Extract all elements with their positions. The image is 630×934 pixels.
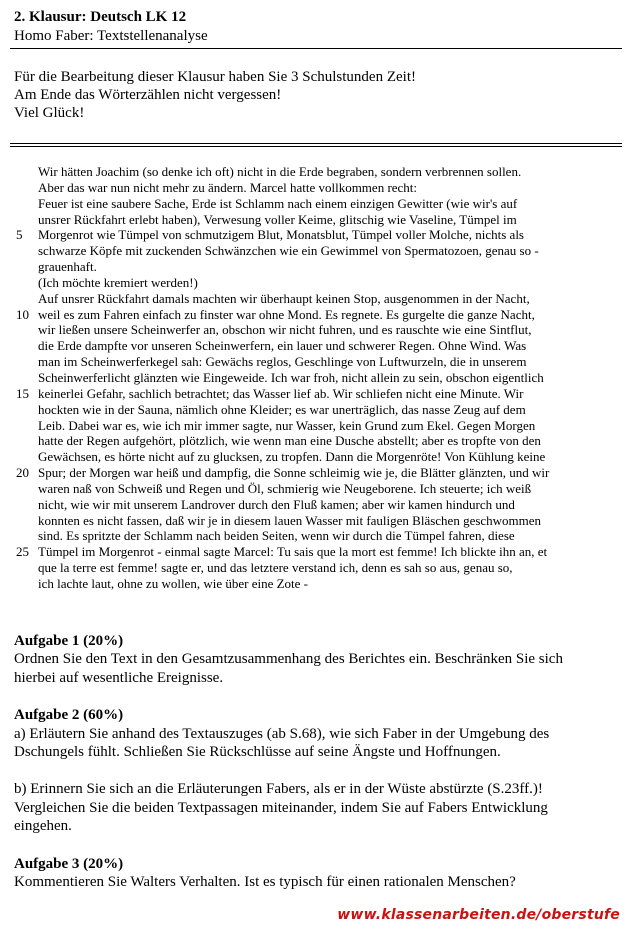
passage-line (0, 528, 630, 544)
passage-line-text: hatte der Regen aufgehört, plötzlich, wie wenn man eine Dusche abstellt; aber es tropfte von den (38, 433, 541, 449)
exam-subtitle: Homo Faber: Textstellenanalyse (14, 28, 208, 44)
task-2b-text: Vergleichen Sie die beiden Textpassagen miteinander, indem Sie auf Fabers Entwicklung (14, 799, 548, 816)
task-1-text: Ordnen Sie den Text in den Gesamtzusammenhang des Berichtes ein. Beschränken Sie sich (14, 651, 563, 668)
text-passage (0, 164, 630, 592)
passage-line (0, 386, 630, 402)
passage-line (0, 212, 630, 228)
source-link[interactable]: www.klassenarbeiten.de/oberstufe (337, 907, 620, 923)
passage-line (0, 275, 630, 291)
passage-line-text: Wir hätten Joachim (so denke ich oft) nicht in die Erde begraben, sondern verbrennen sollen. (38, 164, 522, 179)
header-divider (10, 48, 622, 49)
exam-title: 2. Klausur: Deutsch LK 12 (14, 9, 187, 25)
passage-line-text: nicht, wie wir mit unserem Landrover durch den Fluß kamen; aber wir kamen hindurch und (38, 496, 515, 512)
line-number: 10 (16, 306, 29, 322)
passage-line-text: ich lachte laut, ohne zu wollen, wie über eine Zote - (38, 575, 309, 591)
passage-line-text: Morgenrot wie Tümpel von schmutzigem Blut, Monatsblut, Tümpel voller Molche, nichts als (38, 227, 524, 243)
task-2a-text: a) Erläutern Sie anhand des Textauszuges (ab S.68), wie sich Faber in der Umgebung des (14, 725, 550, 742)
task-2b-text: b) Erinnern Sie sich an die Erläuterungen Fabers, als er in der Wüste abstürzte (S.23ff.)! (14, 781, 543, 798)
task-1-heading: Aufgabe 1 (20%) (14, 633, 124, 649)
passage-line-text: keinerlei Gefahr, sachlich betrachtet; das Wasser lief ab. Wir schliefen nicht eine Minute. Wir (38, 385, 524, 401)
passage-line (0, 370, 630, 386)
passage-line (0, 402, 630, 418)
passage-line (0, 164, 630, 180)
passage-line (0, 338, 630, 354)
passage-line (0, 291, 630, 307)
passage-line-text: Scheinwerferlicht glänzten wie Eingeweide. Ich war froh, nicht allein zu sein, obschon eigentlich (38, 369, 544, 385)
passage-line-text: Aber das war nun nicht mehr zu ändern. Marcel hatte vollkommen recht: (38, 179, 418, 195)
task-3-text: Kommentieren Sie Walters Verhalten. Ist es typisch für einen rationalen Menschen? (14, 874, 516, 891)
task-2a-text: Dschungels fühlt. Schließen Sie Rückschlüsse auf seine Ängste und Hoffnungen. (14, 744, 501, 761)
passage-line (0, 465, 630, 481)
passage-line (0, 227, 630, 243)
passage-line (0, 433, 630, 449)
passage-line-text: Tümpel im Morgenrot - einmal sagte Marcel: Tu sais que la mort est femme! Ich blickte ihn an, et (38, 544, 548, 560)
passage-line (0, 196, 630, 212)
intro-line: Viel Glück! (14, 105, 85, 121)
intro-line: Am Ende das Wörterzählen nicht vergessen! (14, 87, 282, 103)
passage-line-text: schwarze Köpfe mit zuckenden Schwänzchen wie ein Gewimmel von Spermatozoen, genau so - (38, 243, 539, 259)
passage-line-text: waren naß von Schweiß und Regen und Öl, schmierig wie Neugeborene. Ich steuerte; ich weiß (38, 480, 532, 496)
task-3-heading: Aufgabe 3 (20%) (14, 855, 124, 872)
passage-line-text: Feuer ist eine saubere Sache, Erde ist Schlamm nach einem einzigen Gewitter (wie wir's auf (38, 195, 518, 211)
passage-line (0, 418, 630, 434)
passage-line-text: konnten es nicht fassen, daß wir je in diesem lauen Wasser mit fauligen Bläschen geschwommen (38, 512, 542, 528)
passage-line (0, 576, 630, 592)
passage-line-text: Auf unsrer Rückfahrt damals machten wir überhaupt keinen Stop, ausgenommen in der Nacht, (38, 290, 530, 306)
task-2b-text: eingehen. (14, 818, 72, 835)
passage-line-text: wir ließen unsere Scheinwerfer an, obschon wir nicht fuhren, und es rauschte wie eine Sintflut, (38, 322, 532, 338)
passage-line-text: sind. Es spritzte der Schlamm nach beiden Seiten, wenn wir durch die Tümpel fahren, diese (38, 528, 515, 544)
passage-line-text: (Ich möchte kremiert werden!) (38, 274, 198, 290)
passage-line-text: que la terre est femme! sagte er, und das letztere verstand ich, denn es sah so aus, genau so, (38, 560, 513, 576)
passage-line (0, 259, 630, 275)
passage-line (0, 243, 630, 259)
passage-line (0, 560, 630, 576)
passage-line (0, 180, 630, 196)
passage-line-text: Spur; der Morgen war heiß und dampfig, die Sonne schleimig wie je, die Blätter glänzten, und wir (38, 465, 550, 481)
passage-line (0, 354, 630, 370)
intro-divider (10, 143, 622, 147)
passage-line-text: Gewächsen, es hörte nicht auf zu glucksen, zu tropfen. Dann die Morgenröte! Von Kühlung keine (38, 449, 546, 465)
passage-line-text: unsrer Rückfahrt erlebt haben), Verwesung voller Keime, glitschig wie Vaseline, Tümpel im (38, 211, 517, 227)
tasks-block (14, 632, 614, 891)
passage-line-text: die Erde dampfte vor unseren Scheinwerfern, ein lauer und schwerer Regen. Ohne Wind. Was (38, 338, 527, 354)
intro-line: Für die Bearbeitung dieser Klausur haben Sie 3 Schulstunden Zeit! (14, 69, 416, 85)
passage-line (0, 544, 630, 560)
line-number: 15 (16, 385, 29, 401)
passage-line (0, 513, 630, 529)
passage-line (0, 307, 630, 323)
passage-line-text: weil es zum Fahren einfach zu finster war ohne Mond. Es regnete. Es gurgelte die ganze Nacht, (38, 306, 535, 322)
line-number: 20 (16, 465, 29, 481)
passage-line-text: hockten wie in der Sauna, nämlich ohne Kleider; es war unerträglich, das nasse Zeug auf dem (38, 401, 526, 417)
intro-block (14, 68, 416, 122)
task-1-text: hierbei auf wesentliche Ereignisse. (14, 669, 224, 686)
task-2-heading: Aufgabe 2 (60%) (14, 707, 124, 724)
passage-line (0, 497, 630, 513)
passage-line-text: grauenhaft. (38, 259, 97, 275)
passage-line-text: man im Scheinwerferkegel sah: Gewächs reglos, Geschlinge von Luftwurzeln, die in unserem (38, 354, 527, 370)
passage-line (0, 322, 630, 338)
passage-line-text: Leib. Dabei war es, wie ich mir immer sagte, nur Wasser, kein Grund zum Ekel. Gegen Morgen (38, 417, 536, 433)
passage-line (0, 481, 630, 497)
passage-line (0, 449, 630, 465)
line-number: 5 (16, 227, 23, 243)
line-number: 25 (16, 544, 29, 560)
